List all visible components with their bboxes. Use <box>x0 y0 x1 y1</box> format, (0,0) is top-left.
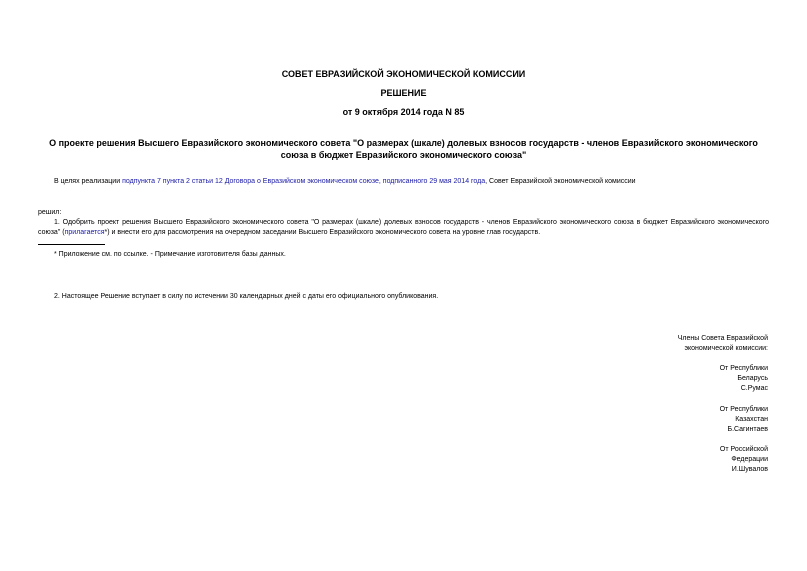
document-type-heading: РЕШЕНИЕ <box>380 88 427 98</box>
document-date-number: от 9 октября 2014 года N 85 <box>342 107 465 117</box>
organization-heading: СОВЕТ ЕВРАЗИЙСКОЙ ЭКОНОМИЧЕСКОЙ КОМИССИИ <box>281 69 526 79</box>
signatory-name: И.Шувалов <box>731 466 768 473</box>
item-1-text-a: 1. Одобрить проект решения Высшего Евразийского экономического совета "О размерах (шкале) долевых взносов государств - членов Евразийского экономического союза в бюджет Евразийского экономического союза" ( <box>38 219 769 236</box>
item-1-text-b: *) и внести его для рассмотрения на очередном заседании Высшего Евразийского экономического совета на уровне глав государств. <box>104 229 541 236</box>
document-title: О проекте решения Высшего Евразийского экономического совета "О размерах (шкале) долевых взносов государств - членов Евразийского экономического союза в бюджет Евразийского экономического союза" <box>49 138 758 160</box>
preamble-suffix: , Совет Евразийской экономической комиссии <box>485 178 636 185</box>
signatory-name: С.Румас <box>740 385 768 392</box>
item-1-paragraph <box>38 218 769 238</box>
signature-block-russia <box>720 445 768 475</box>
members-line-1: Члены Совета Евразийской <box>677 335 768 342</box>
signatures-header <box>678 334 768 354</box>
signature-block-kazakhstan <box>720 405 768 435</box>
signature-country-line1: От Республики <box>719 406 768 413</box>
preamble-paragraph <box>54 177 774 187</box>
attachment-link[interactable]: прилагается <box>64 229 105 236</box>
signature-country-line2: Федерации <box>731 456 768 463</box>
item-2-paragraph: 2. Настоящее Решение вступает в силу по истечении 30 календарных дней с даты его официального опубликования. <box>54 293 439 300</box>
decided-label: решил: <box>38 209 62 216</box>
footnote-separator <box>38 244 105 245</box>
signature-country-line2: Казахстан <box>735 416 768 423</box>
signatory-name: Б.Сагинтаев <box>727 426 768 433</box>
treaty-link[interactable]: подпункта 7 пункта 2 статьи 12 Договора о Евразийском экономическом союзе, подписанного 29 мая 2014 года <box>122 178 486 185</box>
members-line-2: экономической комиссии: <box>684 345 768 352</box>
signature-country-line1: От Российской <box>719 446 768 453</box>
preamble-prefix: В целях реализации <box>54 178 123 185</box>
footnote-text: * Приложение см. по ссылке. - Примечание изготовителя базы данных. <box>54 251 286 258</box>
signature-block-belarus <box>720 364 768 394</box>
signature-country-line2: Беларусь <box>737 375 768 382</box>
signature-country-line1: От Республики <box>719 365 768 372</box>
